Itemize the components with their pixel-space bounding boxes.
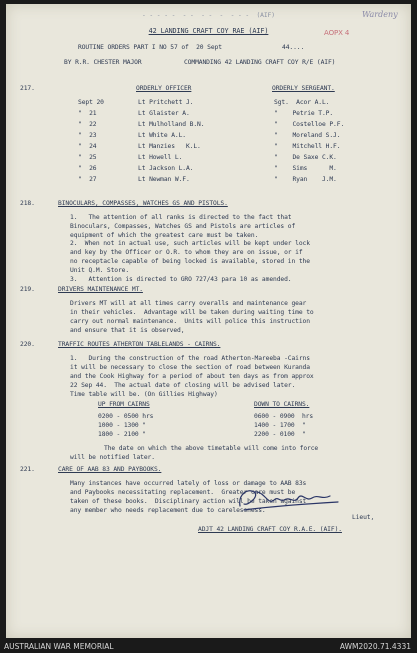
sec220-line: 1. During the construction of the road Atherton-Mareeba -Cairns	[70, 355, 310, 362]
section-219-number: 219.	[20, 286, 35, 293]
down-time-slot: 2200 - 0100 "	[254, 431, 306, 438]
roster-date: " 24	[78, 143, 97, 150]
sec220-line: 22 Sep 44. The actual date of closing will be advised later.	[70, 382, 296, 389]
sec221-line: any member who needs replacement due to carelessness.	[70, 507, 266, 514]
sec221-line: Many instances have occurred lately of loss or damage to AAB 83s	[70, 480, 307, 487]
sec218-line: no receptacle capable of being locked is available, stored in the	[70, 258, 310, 265]
roster-sergeant: " Moreland S.J.	[274, 132, 341, 139]
up-time-slot: 1000 - 1300 "	[98, 422, 146, 429]
roster-sergeant: " De Saxe C.K.	[274, 154, 337, 161]
section-220-closing-line: The date on which the above timetable will come into force	[104, 445, 319, 452]
signatory-title: ADJT 42 LANDING CRAFT COY R.A.E. (AIF).	[198, 526, 342, 533]
roster-sergeant: " Sims M.	[274, 165, 337, 172]
orderly-sergeant-heading: ORDERLY SERGEANT.	[272, 85, 335, 92]
roster-date: " 23	[78, 132, 97, 139]
section-218-number: 218.	[20, 200, 35, 207]
footer-credit: AUSTRALIAN WAR MEMORIAL	[4, 642, 114, 651]
section-219-heading: DRIVERS MAINTENANCE MT.	[58, 286, 143, 293]
roster-officer: Lt Howell L.	[138, 154, 183, 161]
sec219-line: in their vehicles. Advantage will be taken during waiting time to	[70, 309, 314, 316]
roster-officer: Lt Jackson L.A.	[138, 165, 194, 172]
sec221-line: and Paybooks necessitating replacement. Greater care must be	[70, 489, 296, 496]
roster-date: " 25	[78, 154, 97, 161]
sec219-line: Drivers MT will at all times carry overalls and maintenance gear	[70, 300, 307, 307]
byline-right: COMMANDING 42 LANDING CRAFT COY R/E (AIF)	[184, 59, 336, 66]
section-220-closing-line: will be notified later.	[70, 454, 155, 461]
roster-date: " 26	[78, 165, 97, 172]
roster-date: Sept 20	[78, 99, 104, 106]
roster-sergeant: " Mitchell H.F.	[274, 143, 341, 150]
sec218-line: 1. The attention of all ranks is directed to the fact that	[70, 214, 292, 221]
roster-officer: Lt Pritchett J.	[138, 99, 194, 106]
section-217-number: 217.	[20, 85, 35, 92]
sec218-line: equipment of which the greatest care must be taken.	[70, 231, 259, 239]
handwritten-annotation: Wardeny	[362, 10, 398, 19]
section-221-number: 221.	[20, 466, 35, 473]
handwritten-signature	[234, 484, 344, 514]
document-subtitle: ROUTINE ORDERS PART I NO 57 of 20 Sept	[78, 44, 222, 51]
footer-bar	[0, 640, 417, 653]
stamp-mark: AOPX 4	[324, 29, 350, 37]
roster-sergeant: " Costelloe P.F.	[274, 121, 345, 128]
up-time-slot: 0200 - 0500 hrs	[98, 413, 154, 420]
footer-accession-number: AWM2020.71.4331	[339, 642, 411, 651]
roster-date: " 21	[78, 110, 97, 117]
signatory-rank: Lieut,	[352, 514, 375, 521]
roster-officer: Lt Mulholland B.N.	[138, 121, 205, 128]
sec220-line: Time table will be. (On Gillies Highway)	[70, 391, 218, 398]
sec221-line: taken of these books. Disciplinary action will be taken against	[70, 498, 307, 505]
sec218-line: 2. When not in actual use, such articles will be kept under lock	[70, 240, 310, 248]
roster-sergeant: " Ryan J.M.	[274, 176, 337, 183]
section-220-heading: TRAFFIC ROUTES ATHERTON TABLELANDS - CAIRNS.	[58, 341, 221, 348]
sec219-line: carry out normal maintenance. Units will police this instruction	[70, 318, 310, 325]
document-page	[6, 4, 411, 638]
document-title: 42 LANDING CRAFT COY RAE (AIF)	[148, 27, 269, 35]
sec218-line: Binoculars, Compasses, Watches GS and Pistols are articles of	[70, 222, 296, 230]
sec220-line: and the Cook Highway for a period of about ten days as from approx	[70, 373, 314, 380]
roster-officer: Lt White A.L.	[138, 132, 186, 139]
orderly-officer-heading: ORDERLY OFFICER	[136, 85, 192, 92]
section-221-heading: CARE OF AAB 83 AND PAYBOOKS.	[58, 466, 162, 473]
roster-officer: Lt Newman W.F.	[138, 176, 190, 183]
byline-left: BY R.R. CHESTER MAJOR	[64, 59, 142, 66]
down-time-slot: 0600 - 0900 hrs	[254, 413, 314, 420]
roster-date: " 22	[78, 121, 97, 128]
up-from-cairns-heading: UP FROM CAIRNS	[98, 401, 150, 408]
roster-officer: Lt Glaister A.	[138, 110, 190, 117]
section-220-number: 220.	[20, 341, 35, 348]
down-time-slot: 1400 - 1700 "	[254, 422, 306, 429]
roster-officer: Lt Manzies K.L.	[138, 143, 201, 150]
down-to-cairns-heading: DOWN TO CAIRNS.	[254, 401, 310, 408]
sec220-line: it will be necessary to close the section of road between Kuranda	[70, 364, 310, 371]
sec218-line: and key by the Officer or O.R. to whom they are on issue, or if	[70, 249, 303, 257]
roster-sergeant: Sgt. Acor A.L.	[274, 99, 330, 106]
up-time-slot: 1800 - 2100 "	[98, 431, 146, 438]
roster-date: " 27	[78, 176, 97, 183]
sec218-line: 3. Attention is directed to GRO 727/43 para 10 as amended.	[70, 275, 292, 283]
document-subtitle-year: 44....	[282, 44, 305, 51]
roster-sergeant: " Petrie T.P.	[274, 110, 334, 117]
sec219-line: and ensure that it is observed,	[70, 327, 185, 334]
top-faint-header: - - - - - - - - - - - - - (AIF)	[142, 12, 275, 19]
sec218-line: Unit Q.M. Store.	[70, 266, 130, 274]
section-218-heading: BINOCULARS, COMPASSES, WATCHES GS AND PISTOLS.	[58, 200, 228, 207]
